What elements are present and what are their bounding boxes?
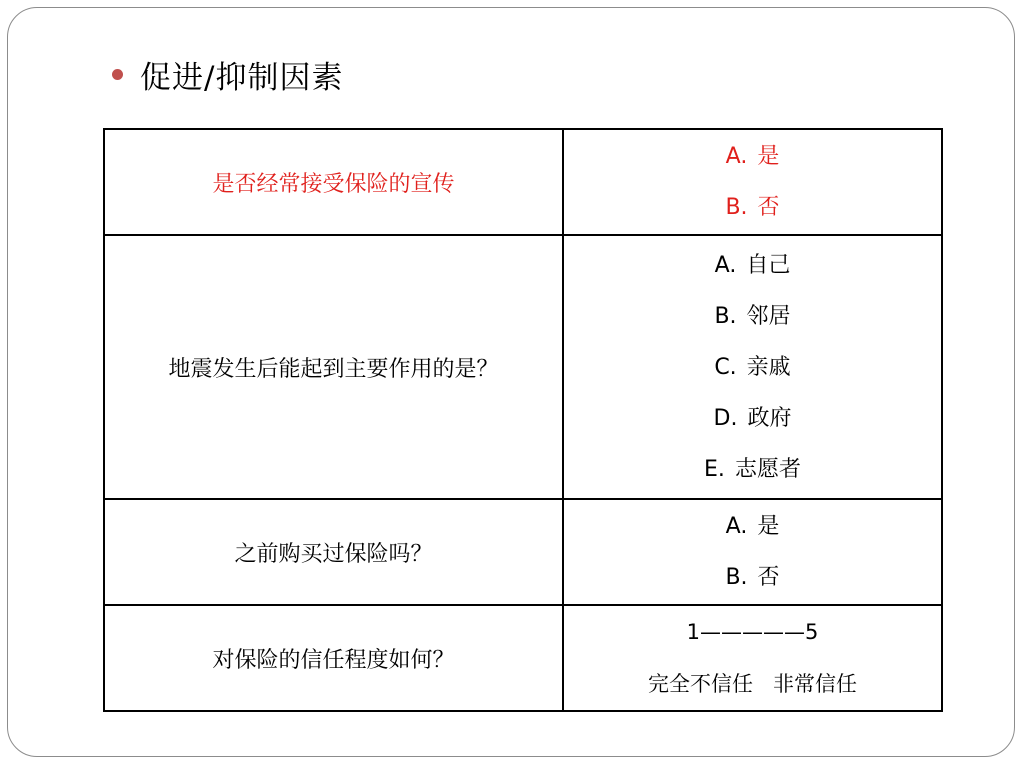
question-cell: 是否经常接受保险的宣传 (104, 129, 563, 235)
options-cell (563, 129, 942, 235)
table-row (104, 499, 942, 605)
options-cell (563, 499, 942, 605)
table-row (104, 235, 942, 499)
slide-heading (112, 52, 343, 96)
option-item (564, 393, 941, 444)
option-text: 是 (757, 514, 780, 539)
slide-title: 促进/抑制因素 (140, 59, 344, 96)
option-item (564, 291, 941, 342)
option-text: 是 (757, 144, 780, 169)
option-text: 亲戚 (746, 354, 791, 380)
option-text: 否 (757, 195, 780, 220)
trust-scale-range: 1—————5 (686, 620, 819, 644)
option-item (564, 131, 941, 182)
option-text: 志愿者 (734, 456, 801, 482)
option-item (564, 444, 941, 495)
table-row (104, 129, 942, 235)
option-text: 自己 (746, 252, 791, 278)
option-text: 邻居 (746, 303, 791, 329)
options-cell (563, 235, 942, 499)
option-item (564, 552, 941, 603)
option-letter: A. (725, 514, 748, 539)
option-text: 政府 (747, 405, 792, 431)
survey-table (103, 128, 943, 712)
option-letter: D. (713, 405, 738, 431)
option-letter: E. (704, 456, 725, 482)
option-item (564, 501, 941, 552)
option-item (564, 240, 941, 291)
option-item (564, 182, 941, 233)
question-cell: 之前购买过保险吗？ (104, 499, 563, 605)
option-letter: B. (725, 565, 748, 590)
option-item (564, 342, 941, 393)
option-text: 否 (757, 565, 780, 590)
trust-scale-labels: 完全不信任 非常信任 (647, 672, 858, 696)
table-row (104, 605, 942, 711)
bullet-dot-icon (112, 69, 123, 80)
option-letter: B. (725, 195, 748, 220)
option-letter: A. (725, 144, 748, 169)
question-cell: 对保险的信任程度如何？ (104, 605, 563, 711)
option-letter: B. (714, 303, 737, 329)
option-letter: C. (714, 354, 737, 380)
option-letter: A. (714, 252, 737, 278)
question-cell: 地震发生后能起到主要作用的是？ (104, 235, 563, 499)
options-cell (563, 605, 942, 711)
